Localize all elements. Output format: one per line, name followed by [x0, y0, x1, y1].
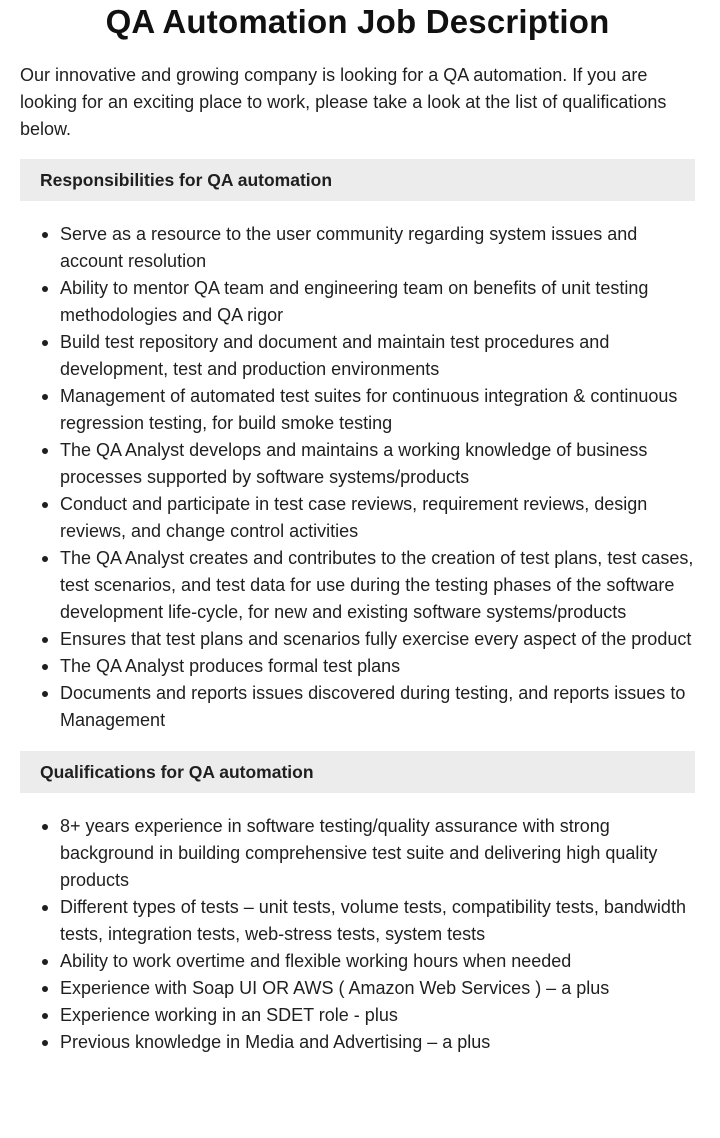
qualification-item: Experience working in an SDET role - plus: [60, 1002, 695, 1029]
responsibility-item: The QA Analyst creates and contributes to the creation of test plans, test cases, test scenarios, and test data for use during the testing phases of the software development life-cycle, for new and existing software systems/products: [60, 545, 695, 626]
intro-paragraph: Our innovative and growing company is looking for a QA automation. If you are looking for an exciting place to work, please take a look at the list of qualifications below.: [20, 65, 667, 139]
qualification-item: Previous knowledge in Media and Advertising – a plus: [60, 1029, 695, 1056]
page-title: QA Automation Job Description: [105, 3, 610, 40]
responsibilities-heading: Responsibilities for QA automation: [20, 159, 695, 201]
responsibility-item: Ability to mentor QA team and engineering team on benefits of unit testing methodologies and QA rigor: [60, 275, 695, 329]
responsibility-item: Serve as a resource to the user community regarding system issues and account resolution: [60, 221, 695, 275]
responsibility-item: Management of automated test suites for continuous integration & continuous regression testing, for build smoke testing: [60, 383, 695, 437]
qualification-item: 8+ years experience in software testing/quality assurance with strong background in building comprehensive test suite and delivering high quality products: [60, 813, 695, 894]
responsibility-item: Conduct and participate in test case reviews, requirement reviews, design reviews, and change control activities: [60, 491, 695, 545]
responsibilities-list: [20, 221, 695, 734]
responsibility-item: Ensures that test plans and scenarios fully exercise every aspect of the product: [60, 626, 695, 653]
responsibility-item: Documents and reports issues discovered during testing, and reports issues to Management: [60, 680, 695, 734]
qualification-item: Ability to work overtime and flexible working hours when needed: [60, 948, 695, 975]
responsibility-item: The QA Analyst produces formal test plans: [60, 653, 695, 680]
responsibility-item: Build test repository and document and maintain test procedures and development, test and production environments: [60, 329, 695, 383]
qualifications-heading: Qualifications for QA automation: [20, 751, 695, 793]
qualification-item: Experience with Soap UI OR AWS ( Amazon Web Services ) – a plus: [60, 975, 695, 1002]
responsibility-item: The QA Analyst develops and maintains a working knowledge of business processes supported by software systems/products: [60, 437, 695, 491]
qualifications-list: [20, 813, 695, 1056]
qualification-item: Different types of tests – unit tests, volume tests, compatibility tests, bandwidth tests, integration tests, web-stress tests, system tests: [60, 894, 695, 948]
